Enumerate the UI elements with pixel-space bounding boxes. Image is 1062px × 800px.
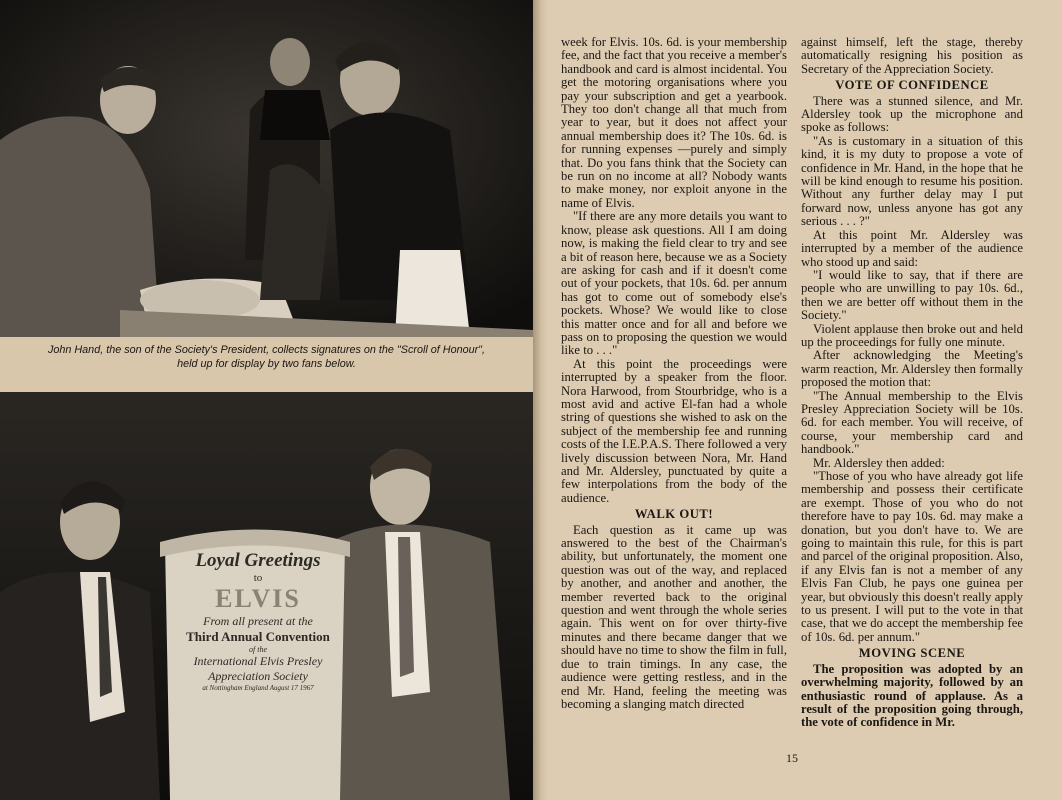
scroll-line: Third Annual Convention (186, 629, 330, 644)
text-column-1 (561, 36, 787, 711)
paragraph: "Those of you who have already got life membership and possess their certificate are exempt. Those of you who do not therefore have to pay 10s. 6d. may make a donation, but you don't have to. We are going to maintain this rule, for this is part and parcel of the original proposition. Also, if any Elvis fan is not a member of any Elvis Fan Club, he pays one guinea per year, but obviously this doesn't really apply to us present. I will put to the vote in that case, that we do accept the membership fee of 10s. 6d. per annum." (801, 469, 1023, 644)
text-column-2 (801, 36, 1023, 730)
paragraph: Violent applause then broke out and held up the proceedings for fully one minute. (801, 321, 1023, 349)
paragraph: week for Elvis. 10s. 6d. is your membership fee, and the fact that you receive a member's handbook and card is almost incidental. You get the motoring organisations where you pay your subscription and get a yearbook. They too don't change all that much from year to year, but it does not affect your annual membership does it? The 10s. 6d. is for running expenses —purely and simply that. Do you fans think that the Society can be run on no income at all? Nobody wants to make money, nor exploit anyone in the name of Elvis. (561, 35, 787, 210)
scroll-line: From all present at the (203, 614, 313, 628)
scroll-line: of the (249, 645, 267, 654)
paragraph: There was a stunned silence, and Mr. Aldersley took up the microphone and spoke as follows: (801, 93, 1023, 135)
paragraph: "The Annual membership to the Elvis Presley Appreciation Society will be 10s. 6d. for each member. You will receive, of course, your membership card and handbook." (801, 388, 1023, 457)
paragraph: "If there are any more details you want to know, please ask questions. All I am doing now, is making the field clear to try and see a bit of reason here, because we as a Society are asking for cash and if it doesn't come out of your pockets, that 10s. 6d. per annum has got to come out of somebody else's pockets. Whose? We would like to close this matter once and for all and before we pass on to proposing the question we would like to . . ." (561, 209, 787, 358)
paragraph: After acknowledging the Meeting's warm reaction, Mr. Aldersley then formally proposed the motion that: (801, 348, 1023, 390)
section-heading: MOVING SCENE (858, 646, 966, 661)
page-gutter (533, 0, 547, 800)
page-number: 15 (786, 751, 798, 765)
photo-scroll-display (0, 392, 533, 800)
paragraph: "As is customary in a situation of this kind, it is my duty to propose a vote of confidence in Mr. Hand, in the hope that he will be kind enough to resume his position. Without any further delay may I put forward now, unless anyone has got any serious . . . ?" (801, 133, 1023, 229)
paragraph: At this point Mr. Aldersley was interrupted by a member of the audience who stood up and said: (801, 227, 1023, 269)
scroll-line: Loyal Greetings (195, 550, 321, 571)
section-heading: WALK OUT! (634, 507, 714, 522)
scroll-text (178, 550, 338, 692)
photo-signing-scroll (0, 0, 533, 337)
paragraph: At this point the proceedings were interrupted by a speaker from the floor. Nora Harwood, from Stourbridge, who is a most avid and active El-fan had a whole string of questions she wished to ask on the subject of the membership fee and running costs of the I.E.P.A.S. There followed a very lively discussion between Nora, Mr. Hand and Mr. Aldersley, punctuated by quite a few interpolations from the body of the audience. (561, 356, 787, 505)
paragraph: against himself, left the stage, thereby automatically resigning his position as Secretary of the Appreciation Society. (801, 35, 1023, 76)
paragraph: "I would like to say, that if there are people who are unwilling to pay 10s. 6d., then we are better off without them in the Society." (801, 267, 1023, 323)
scroll-line: at Nottingham England August 17 1967 (202, 684, 314, 692)
scroll-line: ELVIS (215, 584, 301, 613)
scroll-line: International Elvis Presley (193, 654, 323, 668)
paragraph: Mr. Aldersley then added: (813, 455, 945, 470)
paragraph: The proposition was adopted by an overwhelming majority, followed by an enthusiastic round of applause. As a result of the proposition going through, the vote of confidence in Mr. (801, 661, 1023, 730)
section-heading: VOTE OF CONFIDENCE (835, 78, 989, 93)
scroll-line: Appreciation Society (208, 669, 308, 683)
scroll-line: to (253, 572, 263, 584)
photo-caption: John Hand, the son of the Society's President, collects signatures on the "Scroll of Honour", held up for display by two fans below. (47, 344, 486, 370)
paragraph: Each question as it came up was answered to the best of the Chairman's ability, but unfortunately, the moment one question was out of the way, and replaced by another, and another and another, the member reverted back to the original question and went through the whole series again. This went on for over thirty-five minutes and there became danger that we should have no time to show the film in full, due to train timings. In any case, the audience were getting restless, and in the end Mr. Hand, feeling the meeting was becoming a slanging match directed (561, 522, 787, 711)
